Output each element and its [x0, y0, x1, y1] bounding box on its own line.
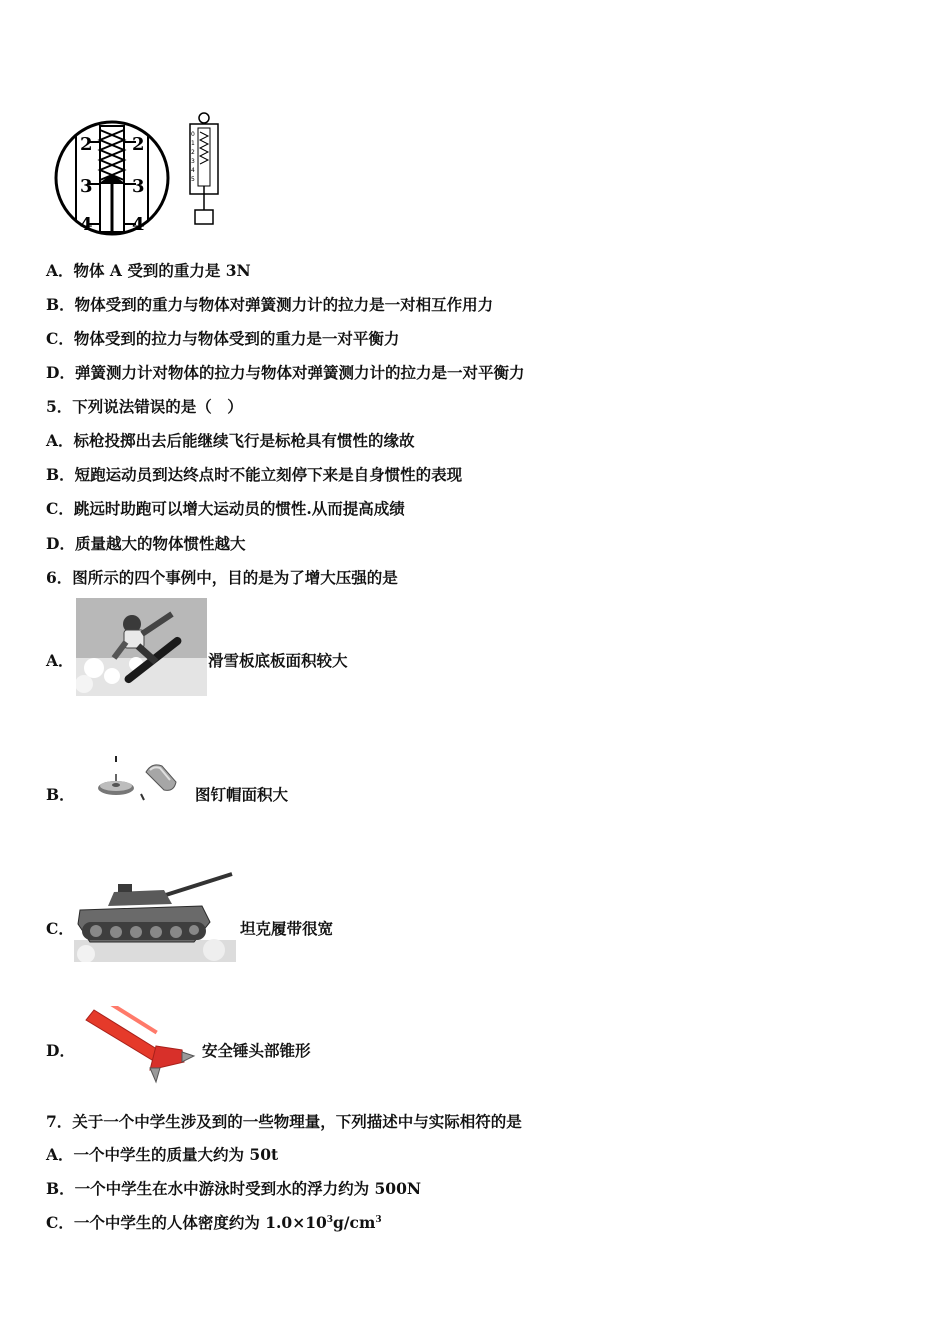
q4-option-c: C．物体受到的拉力与物体受到的重力是一对平衡力 — [46, 329, 400, 348]
q7-stem: 7．关于一个中学生涉及到的一些物理量，下列描述中与实际相符的是 — [46, 1112, 522, 1131]
thumbtack-icon — [94, 752, 184, 804]
q6-option-c-key: C． — [46, 919, 74, 938]
gauge-label: 2 — [80, 134, 93, 155]
gauge-label: 4 — [132, 214, 145, 235]
q6-option-c-text: 坦克履带很宽 — [240, 919, 334, 938]
q5-stem: 5．下列说法错误的是（ ） — [46, 397, 243, 416]
q7-option-a: A．一个中学生的质量大约为 50t — [46, 1145, 279, 1164]
gauge-label: 3 — [80, 176, 93, 197]
scale-tick: 3 — [191, 158, 195, 165]
safety-hammer-icon — [84, 1006, 196, 1084]
q4-option-a: A．物体 A 受到的重力是 3N — [46, 261, 251, 280]
q6-option-a-key: A． — [46, 651, 74, 670]
q5-option-d: D．质量越大的物体惯性越大 — [46, 534, 246, 553]
q4-option-d: D．弹簧测力计对物体的拉力与物体对弹簧测力计的拉力是一对平衡力 — [46, 363, 525, 382]
scale-tick: 2 — [191, 149, 195, 156]
scale-tick: 1 — [191, 140, 195, 147]
q7-option-b: B．一个中学生在水中游泳时受到水的浮力约为 500N — [46, 1179, 422, 1198]
snowboarder-icon — [76, 598, 207, 696]
scale-tick: 4 — [191, 167, 195, 174]
spring-scale-icon — [190, 113, 218, 224]
q6-option-b-text: 图钉帽面积大 — [195, 785, 289, 804]
q6-option-b-key: B． — [46, 785, 75, 804]
spring-scale-gauge-figure — [52, 112, 252, 242]
scale-tick: 0 — [191, 131, 195, 138]
q6-stem: 6．图所示的四个事例中，目的是为了增大压强的是 — [46, 568, 398, 587]
q5-option-b: B．短跑运动员到达终点时不能立刻停下来是自身惯性的表现 — [46, 465, 463, 484]
q6-option-d-text: 安全锤头部锥形 — [202, 1041, 311, 1060]
q7-option-c: C．一个中学生的人体密度约为 $1.0\times 10^3g/cm^3$ — [46, 1213, 382, 1232]
tank-icon — [74, 870, 236, 962]
q6-option-a-text: 滑雪板底板面积较大 — [208, 651, 348, 670]
scale-tick: 5 — [191, 176, 195, 183]
gauge-label: 2 — [132, 134, 145, 155]
gauge-label: 4 — [80, 214, 93, 235]
q5-option-a: A．标枪投掷出去后能继续飞行是标枪具有惯性的缘故 — [46, 431, 415, 450]
gauge-label: 3 — [132, 176, 145, 197]
q4-option-b: B．物体受到的重力与物体对弹簧测力计的拉力是一对相互作用力 — [46, 295, 494, 314]
q5-option-c: C．跳远时助跑可以增大运动员的惯性.从而提高成绩 — [46, 499, 405, 518]
q6-option-d-key: D． — [46, 1041, 75, 1060]
magnified-gauge-icon — [56, 122, 168, 235]
